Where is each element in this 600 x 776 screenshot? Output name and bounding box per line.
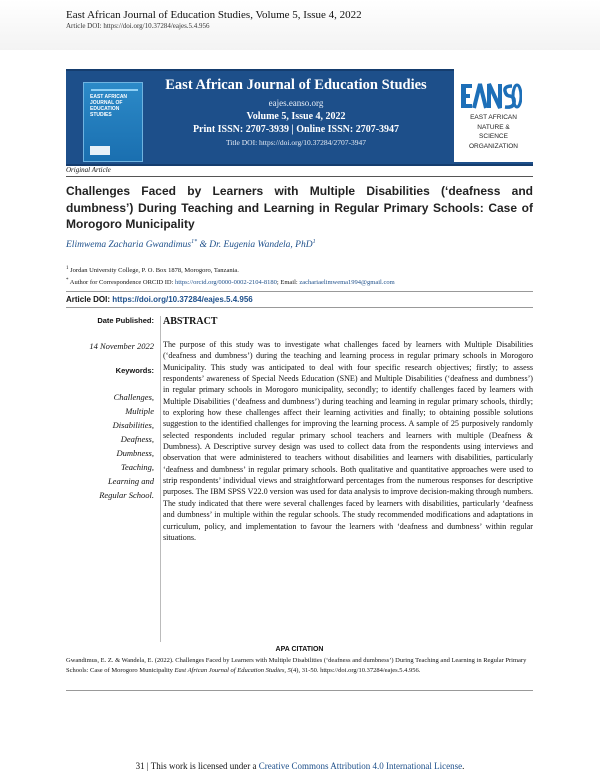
page-number: 31 <box>135 761 145 771</box>
keyword: Deafness, <box>120 434 154 444</box>
citation-text <box>66 656 533 676</box>
keywords-list <box>66 390 154 502</box>
correspondence-prefix: Author for Correspondence ORCID ID: <box>69 278 176 286</box>
email-prefix: ; Email: <box>276 278 300 286</box>
cover-text-4: STUDIES <box>90 112 112 118</box>
license-link[interactable]: Creative Commons Attribution 4.0 International License <box>258 761 463 771</box>
cover-text-1: EAST AFRICAN <box>90 94 128 100</box>
journal-title: East African Journal of Education Studies <box>165 77 427 93</box>
journal-issn: Print ISSN: 2707-3939 | Online ISSN: 2707-3947 <box>192 124 400 135</box>
author-2-sup: 1 <box>312 239 316 245</box>
affiliation-1: $^1$ Jordan University College, P. O. Box 1878, Morogoro, Tanzania. <box>66 266 239 275</box>
running-head-doi: Article DOI: https://doi.org/10.37284/eajes.5.4.956 <box>66 22 210 30</box>
keyword: Dumbness, <box>116 448 154 458</box>
date-published-label: Date Published: <box>97 316 154 325</box>
org-line-1: EAST AFRICAN <box>470 114 517 121</box>
column-divider <box>160 316 161 642</box>
author-1-sup: 1* <box>191 239 198 245</box>
footer-end: . <box>462 761 465 771</box>
journal-website[interactable]: eajes.eanso.org <box>268 98 324 108</box>
cover-logo-mark <box>90 146 110 155</box>
divider <box>66 176 533 177</box>
publisher-logo-panel <box>454 69 533 162</box>
author-2: Dr. Eugenia Wandela, PhD <box>209 240 313 251</box>
citation-sep: , <box>284 666 288 674</box>
divider <box>66 690 533 691</box>
keyword: Learning and <box>107 476 154 486</box>
running-header <box>0 0 600 50</box>
org-line-3: SCIENCE <box>479 133 508 140</box>
eanso-logo-icon <box>460 81 522 111</box>
affiliations <box>66 264 533 287</box>
keyword: Teaching, <box>121 462 154 472</box>
journal-volume: Volume 5, Issue 4, 2022 <box>246 111 346 122</box>
citation-end: (4), 31-50. https://doi.org/10.37284/eajes.5.4.956. <box>290 666 421 674</box>
affiliation-1-text: Jordan University College, P. O. Box 1878, Morogoro, Tanzania. <box>70 267 239 275</box>
author-line <box>66 239 316 250</box>
journal-title-doi[interactable]: Title DOI: https://doi.org/10.37284/2707-3947 <box>225 138 366 147</box>
citation-volume: 5 <box>287 666 291 674</box>
org-line-2: NATURE & <box>477 123 510 131</box>
abstract-text: The purpose of this study was to investigate what challenges faced by learners with Multiple Disabilities (‘deafness and dumbness’) during the teaching and learning process in regular primary schools in Morogoro Municipality. This study was anticipated to deal with four specific research objectives; firstly; to assess respondents’ awareness of Special Needs Education (SNE) and Multiple Disabilities (‘deafness and dumbness’) in regular primary schools in Morogoro municipality, secondly; to identify challenges faced by learners with Multiple Disabilities (‘deafness and dumbness’) during teaching and learning in regular primary schools, thirdly; to exploring how these challenges affect their learning activities and finally; to obtaining possible solutions suggestion to the identified challenges for improving the learning process. A sample of 25 purposively randomly selected respondents included regular primary school teachers and learners with multiple (Deafness & Dumbness). A Descriptive survey design was used to collect data from the respondents using interviews and observation that were administered to teachers without disabilities and learners with disabilities, particularly ‘deafness and dumbness’ in regular primary schools. Both qualitative and quantitative approaches were used to strip respondents’ individual views and straightforward percentages from the numerous responses for descriptive purposes. The IBM SPSS V22.0 version was used for data analysis to improve decision-making through numbers. The study indicated that there were several challenges faced by learners with disabilities, particularly ‘deafness and dumbness’ in multiple within the regular schools. The study recommended modifications and adaptations in curriculum, policy, and implementation to favour the learners with ‘deafness and dumbness’ within regular situations. <box>163 340 533 542</box>
running-head-journal: East African Journal of Education Studies, Volume 5, Issue 4, 2022 <box>66 9 362 21</box>
divider <box>66 307 533 308</box>
article-doi <box>66 295 253 304</box>
citation-journal: East African Journal of Education Studies <box>174 666 285 674</box>
keyword: Challenges, <box>113 392 154 402</box>
journal-cover-image <box>83 82 143 162</box>
org-line-4: ORGANIZATION <box>469 142 518 150</box>
keyword: Disabilities, <box>112 420 154 430</box>
page-footer <box>0 761 600 771</box>
article-doi-link[interactable]: https://doi.org/10.37284/eajes.5.4.956 <box>112 295 253 304</box>
abstract-heading: ABSTRACT <box>163 316 218 327</box>
author-1: Elimwema Zacharia Gwandimus <box>66 240 192 251</box>
article-type: Original Article <box>66 166 111 174</box>
publisher-org-name <box>454 113 533 151</box>
keywords-label: Keywords: <box>115 366 154 375</box>
paper-title: Challenges Faced by Learners with Multiple Disabilities (‘deafness and dumbness’) During Teaching and Learning in Regular Primary Schools: Case of Morogoro Municipality <box>66 184 533 231</box>
divider <box>66 291 533 292</box>
date-published-value: 14 November 2022 <box>89 341 154 351</box>
cover-stripe <box>91 89 138 91</box>
correspondence: * Author for Correspondence ORCID ID: https://orcid.org/0000-0002-2104-8180; Email: zachariaelimwema1994@gmail.com <box>66 277 395 286</box>
email-link[interactable]: zachariaelimwema1994@gmail.com <box>299 278 395 286</box>
article-doi-label: Article DOI: <box>66 295 113 304</box>
footer-text: | This work is licensed under a <box>144 761 259 771</box>
keyword: Multiple <box>125 406 154 416</box>
cover-text-2: JOURNAL OF <box>90 100 123 106</box>
citation-heading: APA CITATION <box>275 646 324 653</box>
cover-text-3: EDUCATION <box>90 106 120 112</box>
citation-body: Gwandimus, E. Z. & Wandela, E. (2022). Challenges Faced by Learners with Multiple Disabilities (‘deafness and dumbness’) During Teaching and Learning in Regular Primary Schools: Case of Morogoro Municipality <box>66 657 527 674</box>
orcid-link[interactable]: https://orcid.org/0000-0002-2104-8180 <box>175 278 277 286</box>
keyword: Regular School. <box>99 490 154 500</box>
author-joiner: & <box>197 240 210 251</box>
